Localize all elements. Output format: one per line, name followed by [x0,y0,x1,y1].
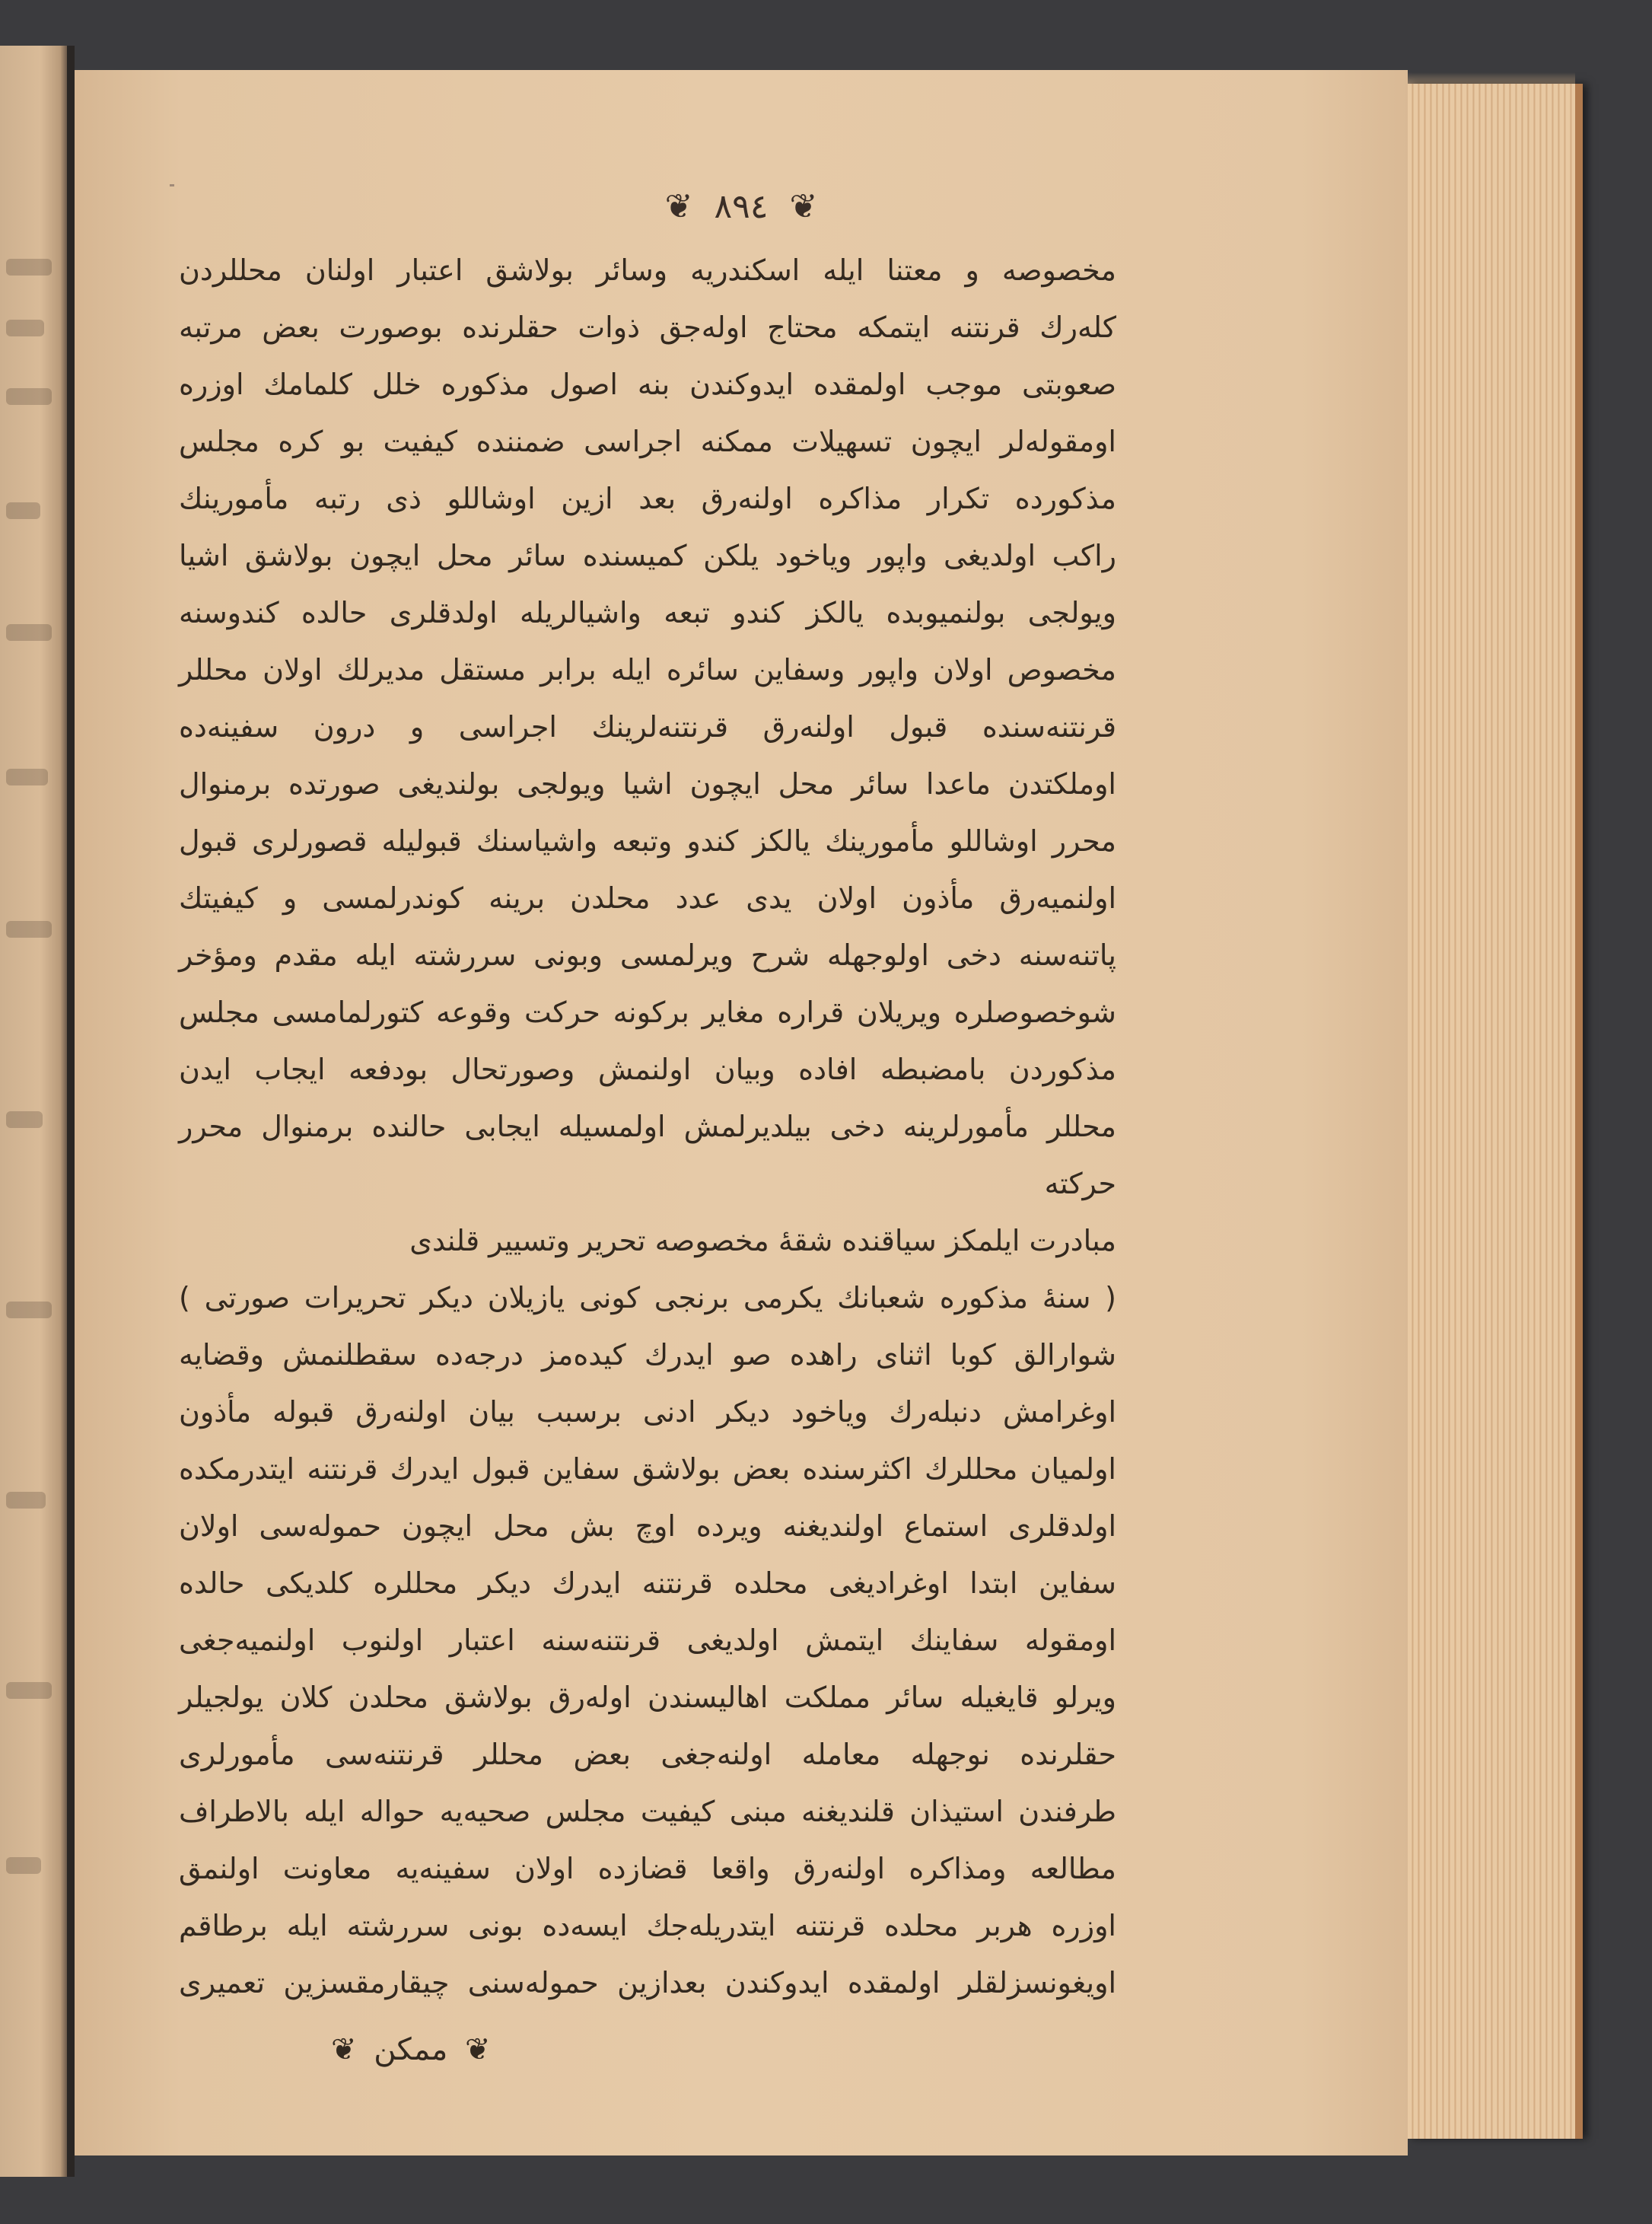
body-text [179,242,1116,2012]
text-block [179,242,1116,2073]
text-line: شوارالق کوبا اثنای راهده صو ایدرك کیدەمز درجەده سقطلنمش وقضایه [179,1338,1116,1372]
ornament-icon: ❦ [331,2032,357,2067]
text-line: اوغرامش دنبلەرك وياخود دیکر ادنی برسبب بیان اولنەرق قبوله مأذون [179,1395,1116,1429]
text-line: مبادرت ایلمکز سیاقنده شقهٔ مخصوصه تحریر وتسییر قلندی [409,1224,1116,1257]
text-line: اوزره هربر محلده قرنتنه ایتدریلەجك ایسەده بونی سررشته ایله برطاقم [179,1909,1116,1942]
text-line: صعوبتی موجب اولمقده ایدوکندن بنه اصول مذکوره خلل کلمامك اوزره [179,368,1116,401]
text-line: اولمیان محللرك اکثرسنده بعض بولاشق سفاین قبول ایدرك قرنتنه ایتدرمکده [179,1452,1116,1486]
text-line: حقلرنده نوجهله معامله اولنەجغی بعض محللر قرنتنەسی مأمورلری [179,1738,1116,1771]
text-line: طرفندن استیذان قلندیغنه مبنی کیفیت مجلس صحیەیه حواله ایله بالاطراف [179,1795,1116,1828]
text-line: شوخصوصلره ویریلان قراره مغایر برکونه حرکت وقوعه کتورلمامسی مجلس [179,996,1116,1029]
text-line: کلەرك قرنتنه ایتمکه محتاج اولەجق ذوات حقلرنده بوصورت بعض مرتبه [179,311,1116,344]
text-line: اولدقلری استماع اولندیغنه ویرده اوچ بش محل ایچون حمولەسی اولان [179,1509,1116,1543]
ornament-right-icon: ❦ [789,187,818,226]
text-line: راکب اولدیغی واپور ویاخود یلکن کمیسنده سائر محل ایچون بولاشق اشیا [179,539,1116,572]
page-number: ٨٩٤ [714,187,769,226]
text-line: پاتنه‌سنه دخی اولوجهله شرح ویرلمسی وبونی سررشته ایله مقدم ومؤخر [179,938,1116,972]
page-edges [1408,84,1583,2139]
text-line: مذکورده تکرار مذاکره اولنەرق بعد ازین اوشاللو ذی رتبه مأمورینك [179,482,1116,515]
text-line: ویرلو قایغیله سائر مملکت اهالیسندن اولەرق بولاشق محلدن کلان یولجیلر [179,1681,1116,1714]
book-gutter [67,46,75,2177]
text-line: قرنتنه‌سنده قبول اولنەرق قرنتنەلرینك اجراسی و درون سفینەده [179,710,1116,744]
ornament-icon: ❦ [465,2032,491,2067]
text-line: مخصوص اولان واپور وسفاین سائره ایله برابر مستقل مدیرلك اولان محللر [179,653,1116,687]
text-line: اومقوله سفاینك ایتمش اولدیغی قرنتنەسنه اعتبار اولنوب اولنمیەجغی [179,1623,1116,1657]
text-line: محرر اوشاللو مأمورینك یالکز کندو وتبعه واشیاسنك قبولیله قصورلری قبول [179,824,1116,858]
facing-page-edge [0,46,67,2177]
catchword-text: ممکن [374,2032,448,2067]
text-line: مذکوردن بامضبطه افاده وبیان اولنمش وصورتحال بودفعه ایجاب ایدن [179,1053,1116,1086]
page-header [75,184,1408,230]
text-line: ویولجی بولنمیوبده یالکز کندو تبعه واشیالریله اولدقلری حالده کندوسنه [179,596,1116,629]
text-line: اولنمیەرق مأذون اولان یدی عدد محلدن برینه کوندرلمسی و کیفیتك [179,881,1116,915]
catchword [323,2027,498,2073]
text-line: اویغونسزلقلر اولمقده ایدوکندن بعدازین حمولەسنی چیقارمقسزین تعمیری [179,1966,1116,1999]
text-line: سفاین ابتدا اوغرادیغی محلده قرنتنه ایدرك دیکر محللره کلدیکی حالده [179,1566,1116,1600]
text-line: اوملکتدن ماعدا سائر محل ایچون اشیا ویولجی بولندیغی صورتده برمنوال [179,767,1116,801]
text-line: اومقولەلر ایچون تسهیلات ممکنه اجراسی ضمننده کیفیت بو کره مجلس [179,425,1116,458]
ornament-left-icon: ❦ [664,187,693,226]
text-line: مخصوصه و معتنا ایله اسکندریه وسائر بولاشق اعتبار اولنان محللردن [179,253,1116,287]
text-line: محللر مأمورلرینه دخی بیلدیرلمش اولمسیله ایجابی حالنده برمنوال محرر حرکته [179,1110,1116,1200]
text-line: ( سنهٔ مذکوره شعبانك یکرمی برنجی کونی یازیلان دیکر تحریرات صورتی ) [179,1281,1116,1314]
text-line: مطالعه ومذاکره اولنەرق واقعا قضازده اولان سفینەیه معاونت اولنمق [179,1852,1116,1885]
